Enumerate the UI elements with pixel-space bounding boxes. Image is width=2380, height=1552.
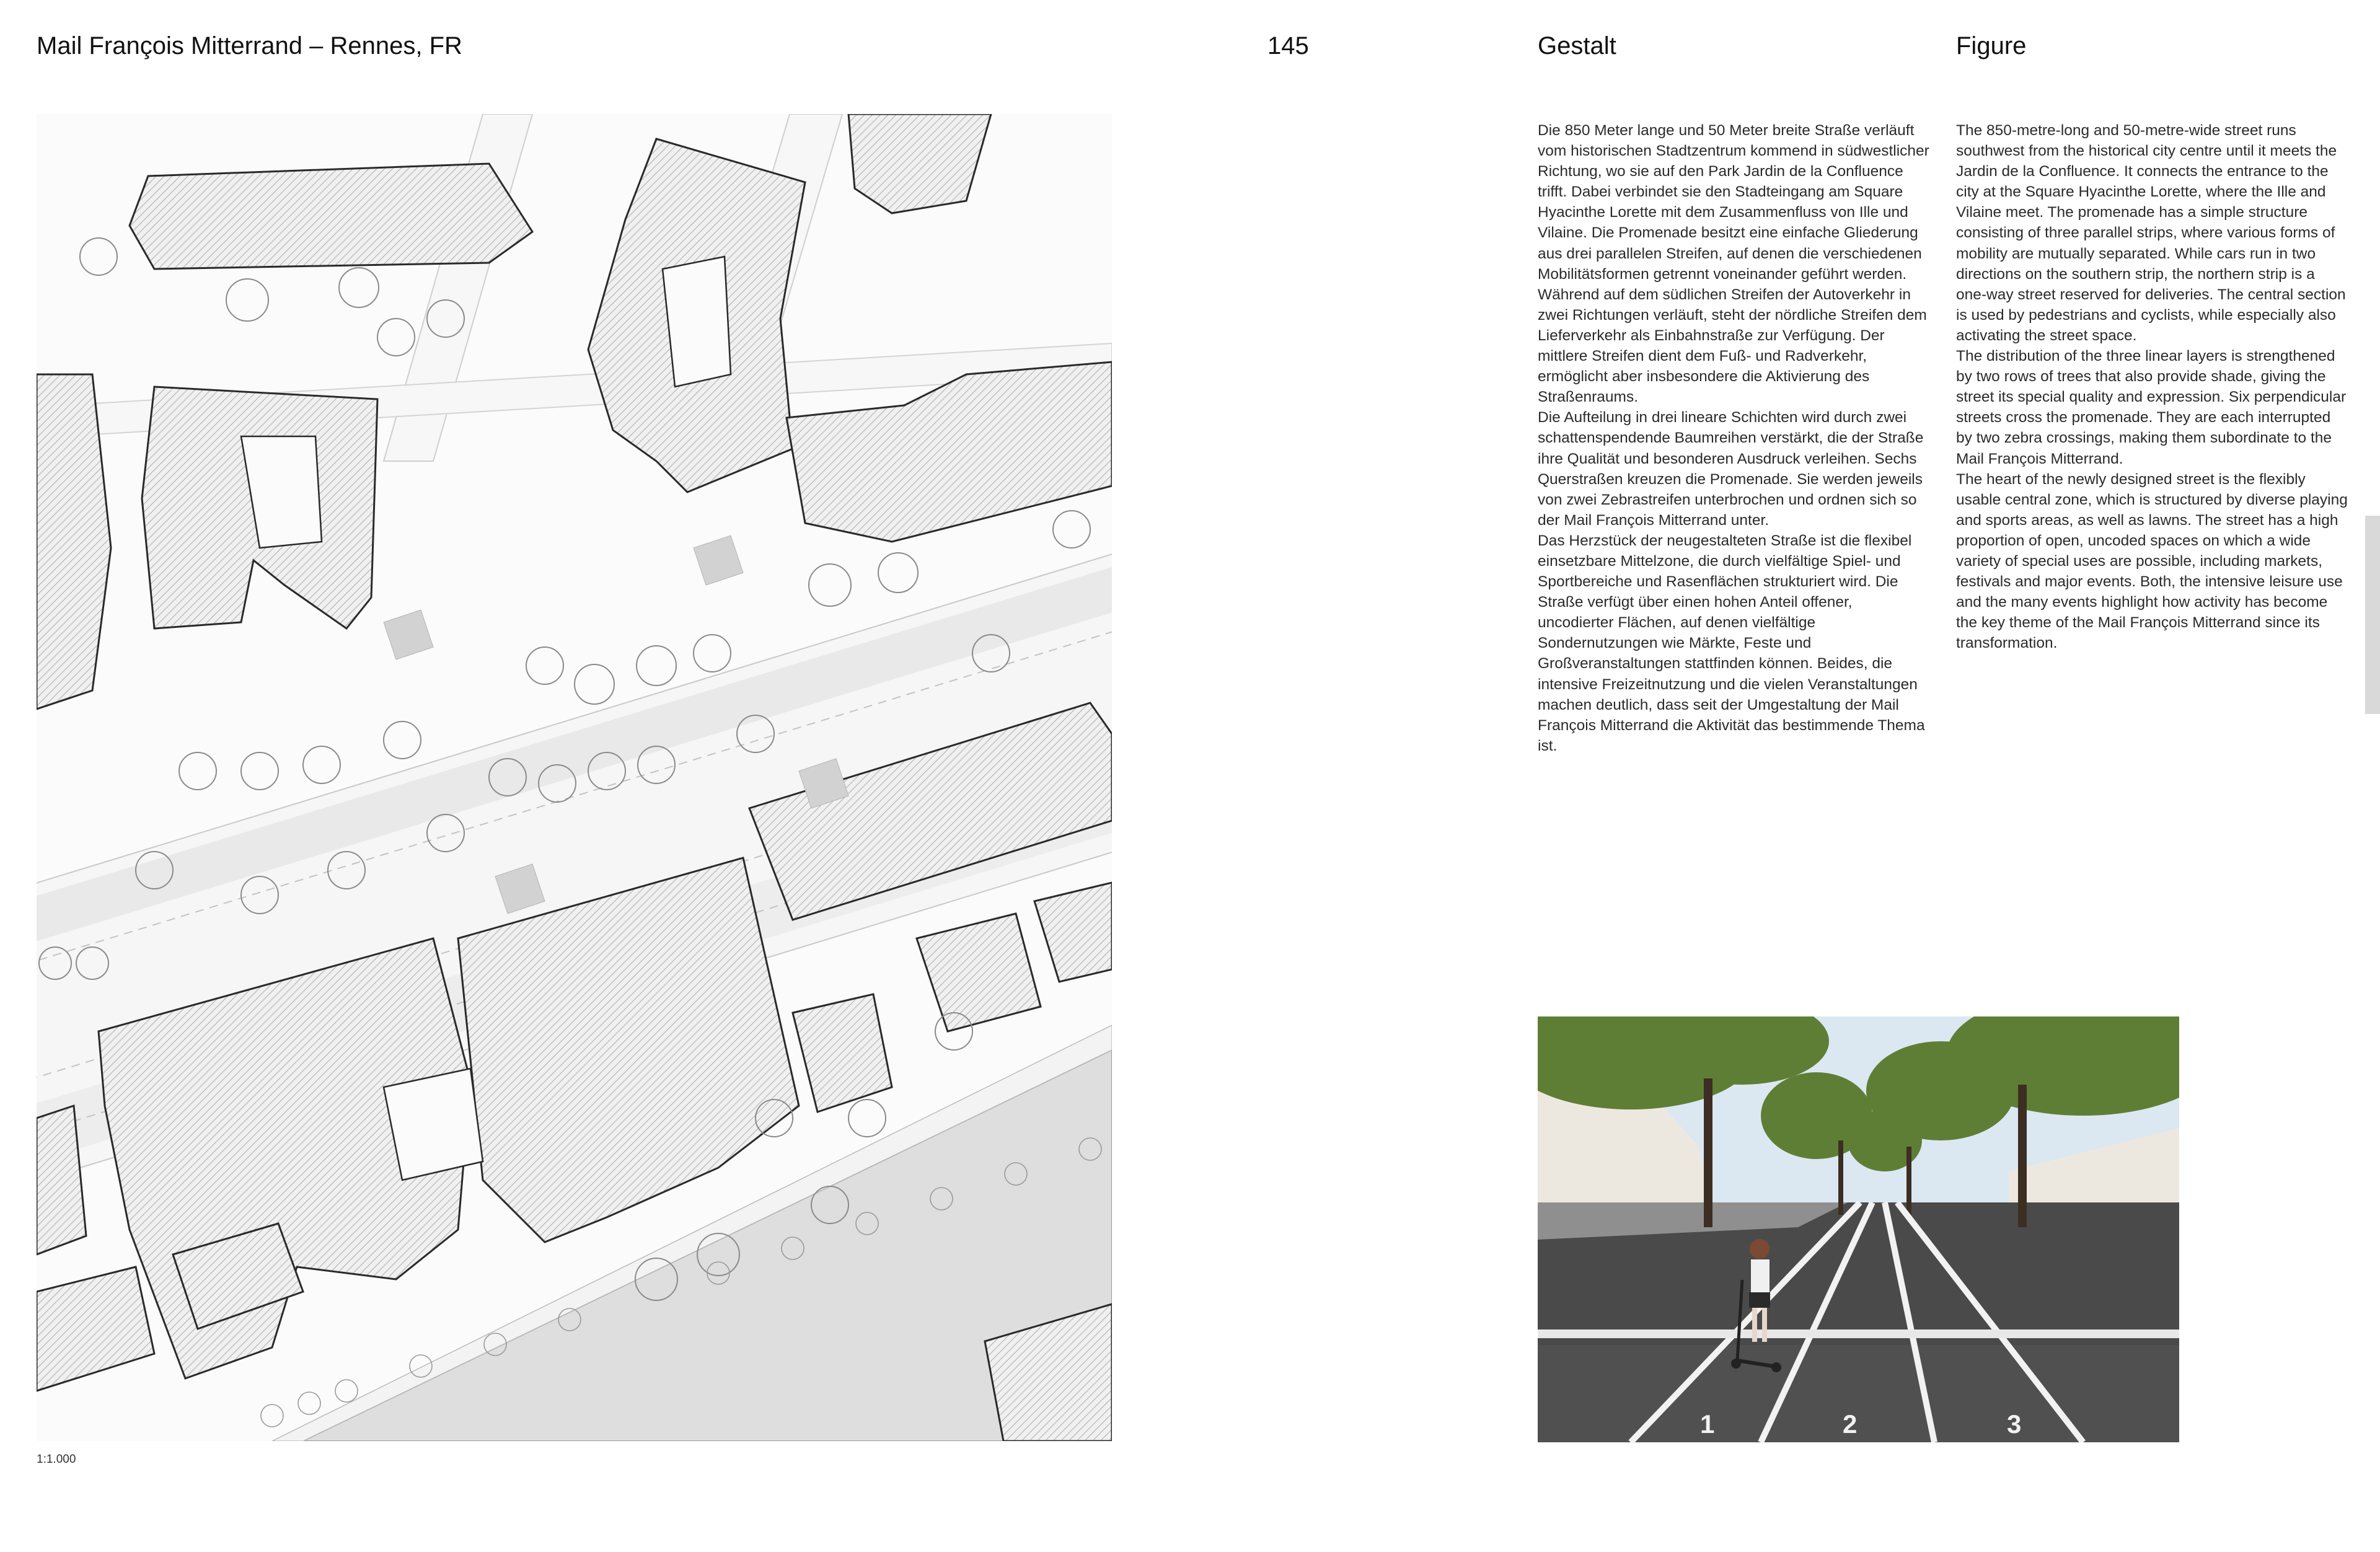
lane-number: 3 [2007,1409,2022,1439]
street-photo [1538,1016,2179,1442]
scale-label: 1:1.000 [37,1453,76,1466]
body-text-en [1956,120,2348,653]
body-text-de [1538,120,1929,756]
paragraph-en: The distribution of the three linear layers is strengthened by two rows of trees that also provide shade, giving the street its special quality and expression. Six perpendicular streets cross the promenade. They are each interrupted by two zebra crossings, making them subordinate to the Mail François Mitterrand. [1956,348,2347,467]
page-number: 145 [1267,32,1309,60]
section-heading-de: Gestalt [1538,32,1616,60]
paragraph-de: Das Herzstück der neugestalteten Straße ist die flexibel einsetzbare Mittelzone, die durch vielfältige Spiel- und Sportbereiche und Rasenflächen strukturiert wird. Die Straße verfügt über einen hohen Anteil offener, uncodierter Flächen, auf denen vielfältige Sondernutzungen wie Märkte, Feste und Großveranstaltungen stattfinden können. Beides, die intensive Freizeitnutzung und die vielen Veranstaltungen machen deutlich, dass seit der Umgestaltung der Mail François Mitterrand die Aktivität das bestimmende Thema ist. [1538,532,1925,754]
lane-number: 1 [1700,1409,1715,1439]
site-plan [37,114,1112,1441]
paragraph-en: The heart of the newly designed street is the flexibly usable central zone, which is structured by diverse playing and sports areas, as well as lawns. The street has a high proportion of open, uncoded spaces on which a wide variety of special uses are possible, including markets, festivals and major events. Both, the intensive leisure use and the many events highlight how activity has become the key theme of the Mail François Mitterrand since its transformation. [1956,470,2348,652]
section-heading-en: Figure [1956,32,2027,60]
paragraph-en: The 850-metre-long and 50-metre-wide street runs southwest from the historical city centre until it meets the Jardin de la Confluence. It connects the entrance to the city at the Square Hyacinthe Lorette, where the Ille and Vilaine meet. The promenade has a simple structure consisting of three parallel strips, where various forms of mobility are mutually separated. While cars run in two directions on the southern strip, the northern strip is a one-way street reserved for deliveries. The central section is used by pedestrians and cyclists, while especially also activating the street space. [1956,122,2346,344]
lane-number: 2 [1843,1409,1858,1439]
street-photo-illustration [1538,1016,2179,1442]
page-title: Mail François Mitterrand – Rennes, FR [37,32,462,60]
paragraph-de: Die 850 Meter lange und 50 Meter breite Straße verläuft vom historischen Stadtzentrum kommend in südwestlicher Richtung, wo sie auf den Park Jardin de la Confluence trifft. Dabei verbindet sie den Stadteingang am Square Hyacinthe Lorette mit dem Zusammenfluss von Ille und Vilaine. Die Promenade besitzt eine einfache Gliederung aus drei parallelen Streifen, auf denen die verschiedenen Mobilitätsformen getrennt voneinander geführt werden. Während auf dem südlichen Streifen der Autoverkehr in zwei Richtungen verläuft, steht der nördliche Streifen dem Lieferverkehr als Einbahnstraße zur Verfügung. Der mittlere Streifen dient dem Fuß- und Radverkehr, ermöglicht aber insbesondere die Aktivierung des Straßenraums. [1538,122,1929,406]
paragraph-de: Die Aufteilung in drei lineare Schichten wird durch zwei schattenspendende Baumreihen verstärkt, die der Straße ihre Qualität und besonderen Ausdruck verleihen. Sechs Querstraßen kreuzen die Promenade. Sie werden jeweils von zwei Zebrastreifen unterbrochen und ordnen sich so der Mail François Mitterrand unter. [1538,409,1924,529]
site-plan-drawing [37,114,1112,1441]
side-tab [2365,516,2380,714]
